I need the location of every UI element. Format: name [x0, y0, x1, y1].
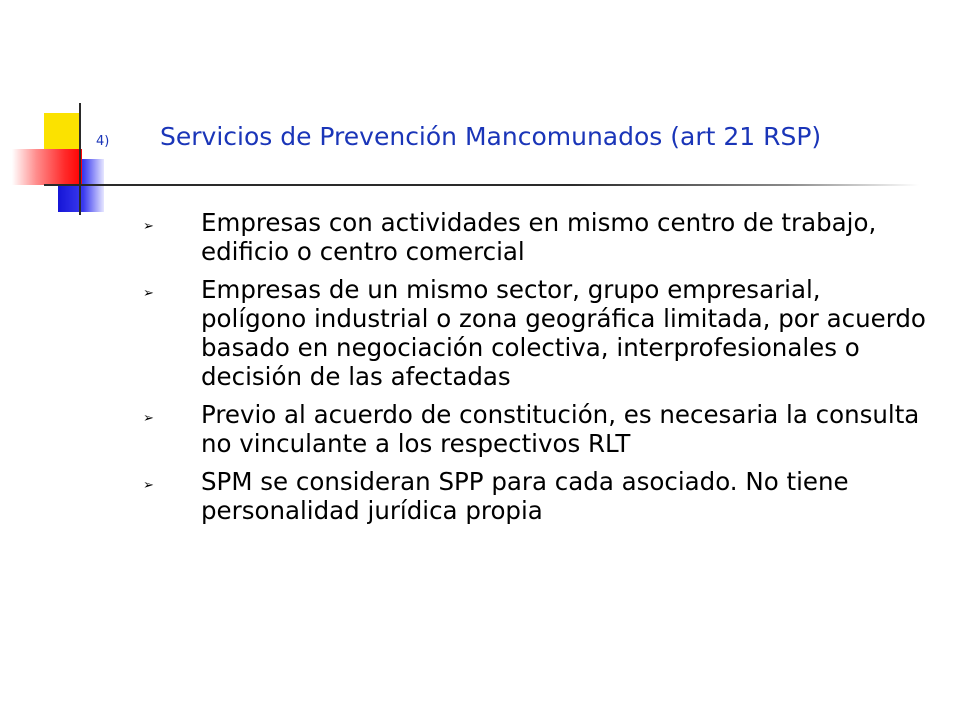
bullet-item: [140, 467, 930, 525]
bullet-item: [140, 275, 930, 391]
bullet-item: [140, 400, 930, 458]
decorative-red-bar: [12, 149, 82, 185]
bullet-text: Empresas de un mismo sector, grupo empresarial, polígono industrial o zona geográfica limitada, por acuerdo basado en negociación colectiva, interprofesionales o decisión de las afectadas: [201, 275, 926, 391]
bullet-text: Empresas con actividades en mismo centro de trabajo, edificio o centro comercial: [201, 208, 877, 266]
arrow-bullet-icon: ➢: [143, 411, 154, 426]
arrow-bullet-icon: ➢: [143, 286, 154, 301]
bullet-list: [140, 208, 930, 534]
bullet-text: Previo al acuerdo de constitución, es necesaria la consulta no vinculante a los respectivos RLT: [201, 400, 920, 458]
slide-title: Servicios de Prevención Mancomunados (art 21 RSP): [160, 122, 822, 151]
section-number: 4): [96, 134, 110, 149]
bullet-text: SPM se consideran SPP para cada asociado. No tiene personalidad jurídica propia: [201, 467, 849, 525]
title-underline: [44, 184, 919, 186]
arrow-bullet-icon: ➢: [143, 219, 154, 234]
decorative-vertical-line: [79, 103, 81, 215]
slide-heading: [96, 122, 936, 151]
bullet-item: [140, 208, 930, 266]
arrow-bullet-icon: ➢: [143, 478, 154, 493]
